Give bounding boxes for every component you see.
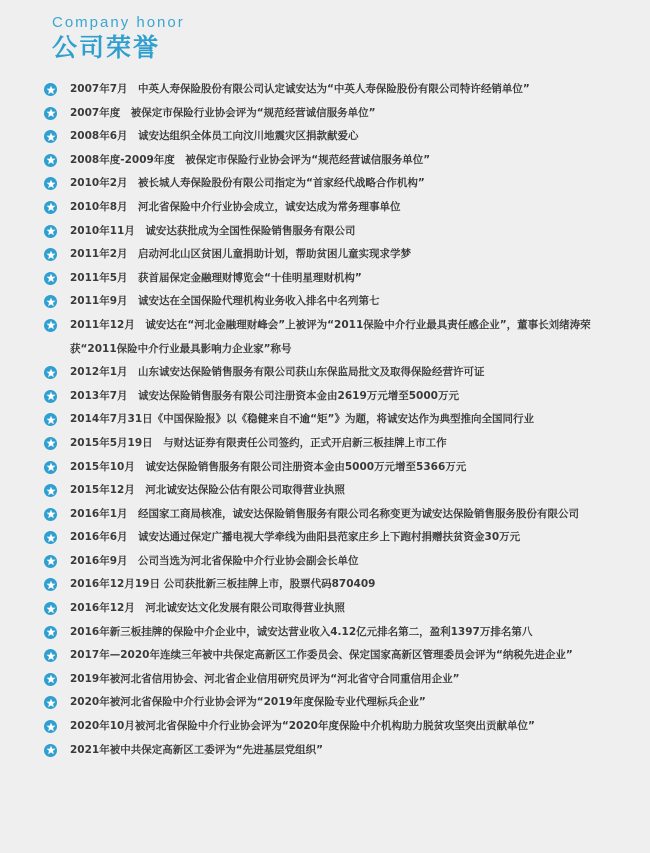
- honor-list-item: [40, 479, 600, 503]
- star-icon: [44, 390, 57, 403]
- star-icon: [44, 602, 57, 615]
- star-icon: [44, 366, 57, 379]
- honor-list-item: [40, 196, 600, 220]
- star-icon: [44, 107, 57, 120]
- honor-text: 2012年1月 山东诚安达保险销售服务有限公司获山东保监局批文及取得保险经营许可证: [70, 366, 485, 379]
- honor-list-item: [40, 573, 600, 597]
- honor-text: 2016年9月 公司当选为河北省保险中介行业协会副会长单位: [70, 554, 359, 567]
- honor-text: 2019年被河北省信用协会、河北省企业信用研究员评为“河北省守合同重信用企业”: [70, 672, 460, 685]
- honor-list-item: [40, 172, 600, 196]
- page-title: 公司荣誉: [52, 33, 161, 62]
- star-icon: [44, 437, 57, 450]
- honor-text: 2021年被中共保定高新区工委评为“先进基层党组织”: [70, 743, 324, 756]
- honor-list: [40, 78, 600, 762]
- star-icon: [44, 696, 57, 709]
- honor-list-item: [40, 314, 600, 361]
- star-icon: [44, 225, 57, 238]
- honor-list-item: [40, 668, 600, 692]
- honor-list-item: [40, 267, 600, 291]
- star-icon: [44, 201, 57, 214]
- honor-list-item: [40, 102, 600, 126]
- star-icon: [44, 154, 57, 167]
- honor-list-item: [40, 526, 600, 550]
- honor-text: 2008年6月 诚安达组织全体员工向汶川地震灾区捐款献爱心: [70, 130, 359, 143]
- star-icon: [44, 272, 57, 285]
- honor-list-item: [40, 715, 600, 739]
- honor-text: 2016年12月 河北诚安达文化发展有限公司取得营业执照: [70, 602, 345, 615]
- honor-text: 2007年度 被保定市保险行业协会评为“规范经营诚信服务单位”: [70, 106, 376, 119]
- honor-text: 2010年2月 被长城人寿保险股份有限公司指定为“首家经代战略合作机构”: [70, 177, 425, 190]
- honor-text: 2016年12月19日 公司获批新三板挂牌上市，股票代码870409: [70, 578, 376, 591]
- honor-list-item: [40, 385, 600, 409]
- honor-list-item: [40, 456, 600, 480]
- honor-list-item: [40, 78, 600, 102]
- star-icon: [44, 83, 57, 96]
- honor-text: 2020年10月被河北省保险中介行业协会评为“2020年度保险中介机构助力脱贫攻坚突出贡献单位”: [70, 720, 535, 733]
- honor-list-item: [40, 691, 600, 715]
- star-icon: [44, 720, 57, 733]
- star-icon: [44, 508, 57, 521]
- honor-text: 2008年度-2009年度 被保定市保险行业协会评为“规范经营诚信服务单位”: [70, 153, 431, 166]
- honor-text: 2020年被河北省保险中介行业协会评为“2019年度保险专业代理标兵企业”: [70, 696, 426, 709]
- honor-text: 2016年新三板挂牌的保险中介企业中，诚安达营业收入4.12亿元排名第二，盈利1397万排名第八: [70, 625, 533, 638]
- page-subtitle: Company honor: [52, 14, 185, 31]
- honor-text: 2011年9月 诚安达在全国保险代理机构业务收入排名中名列第七: [70, 295, 380, 308]
- star-icon: [44, 461, 57, 474]
- honor-list-item: [40, 739, 600, 763]
- honor-text: 2013年7月 诚安达保险销售服务有限公司注册资本金由2619万元增至5000万元: [70, 389, 459, 402]
- honor-text: 2015年10月 诚安达保险销售服务有限公司注册资本金由5000万元增至5366万元: [70, 460, 467, 473]
- honor-list-item: [40, 644, 600, 668]
- star-icon: [44, 248, 57, 261]
- honor-list-item: [40, 125, 600, 149]
- star-icon: [44, 744, 57, 757]
- star-icon: [44, 626, 57, 639]
- honor-list-item: [40, 361, 600, 385]
- honor-text: 2015年12月 河北诚安达保险公估有限公司取得营业执照: [70, 484, 345, 497]
- star-icon: [44, 413, 57, 426]
- honor-list-item: [40, 149, 600, 173]
- honor-list-item: [40, 408, 600, 432]
- honor-list-item: [40, 243, 600, 267]
- honor-text: 2017年—2020年连续三年被中共保定高新区工作委员会、保定国家高新区管理委员会评为“纳税先进企业”: [70, 649, 573, 662]
- star-icon: [44, 319, 57, 332]
- honor-text: 2014年7月31日《中国保险报》以《稳健来自不逾“矩”》为题，将诚安达作为典型推向全国同行业: [70, 413, 534, 426]
- honor-list-item: [40, 550, 600, 574]
- honor-text: 2016年1月 经国家工商局核准，诚安达保险销售服务有限公司名称变更为诚安达保险销售服务股份有限公司: [70, 507, 580, 520]
- star-icon: [44, 295, 57, 308]
- honor-text: 2007年7月 中英人寿保险股份有限公司认定诚安达为“中英人寿保险股份有限公司特许经销单位”: [70, 83, 530, 95]
- honor-text: 2011年12月 诚安达在“河北金融理财峰会”上被评为“2011保险中介行业最具责任感企业”，董事长刘绪涛荣获“2011保险中介行业最具影响力企业家”称号: [70, 318, 591, 355]
- star-icon: [44, 649, 57, 662]
- honor-list-item: [40, 432, 600, 456]
- honor-list-item: [40, 621, 600, 645]
- honor-text: 2015年5月19日 与财达证券有限责任公司签约，正式开启新三板挂牌上市工作: [70, 436, 447, 449]
- honor-text: 2010年8月 河北省保险中介行业协会成立，诚安达成为常务理事单位: [70, 200, 401, 213]
- honor-text: 2011年2月 启动河北山区贫困儿童捐助计划，帮助贫困儿童实现求学梦: [70, 248, 412, 261]
- honor-list-item: [40, 503, 600, 527]
- page-header: [52, 14, 185, 64]
- star-icon: [44, 555, 57, 568]
- star-icon: [44, 484, 57, 497]
- star-icon: [44, 177, 57, 190]
- star-icon: [44, 130, 57, 143]
- honor-text: 2016年6月 诚安达通过保定广播电视大学牵线为曲阳县范家庄乡上下跑村捐赠扶贫资金30万元: [70, 531, 521, 544]
- star-icon: [44, 531, 57, 544]
- honor-text: 2010年11月 诚安达获批成为全国性保险销售服务有限公司: [70, 224, 356, 237]
- star-icon: [44, 578, 57, 591]
- honor-list-item: [40, 290, 600, 314]
- honor-list-item: [40, 220, 600, 244]
- honor-list-item: [40, 597, 600, 621]
- star-icon: [44, 673, 57, 686]
- honor-text: 2011年5月 获首届保定金融理财博览会“十佳明星理财机构”: [70, 271, 362, 284]
